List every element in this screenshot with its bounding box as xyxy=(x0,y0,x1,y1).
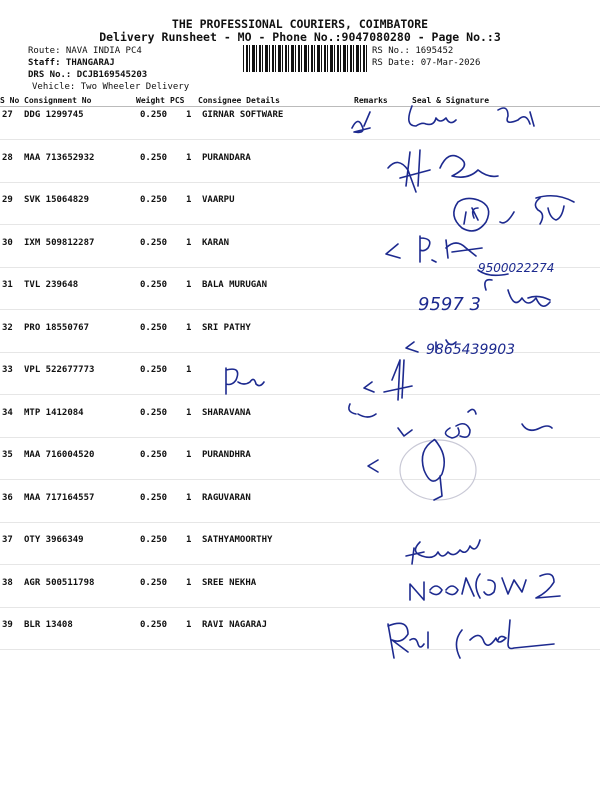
row-divider xyxy=(0,182,600,183)
signature-mark xyxy=(422,440,444,501)
row-sno: 34 xyxy=(2,408,13,418)
handwritten-mobile-2: 9865439903 xyxy=(426,342,516,358)
row-weight: 0.250 xyxy=(140,450,168,460)
col-header-remarks: Remarks xyxy=(354,96,388,105)
row-divider xyxy=(0,309,600,310)
row-divider xyxy=(0,267,600,268)
row-sno: 33 xyxy=(2,365,13,375)
row-consignee: PURANDHRA xyxy=(202,450,251,460)
signature-mark xyxy=(388,150,430,192)
row-sno: 29 xyxy=(2,195,13,205)
row-divider xyxy=(0,139,600,140)
row-consignee: PURANDARA xyxy=(202,153,251,163)
row-divider xyxy=(0,394,600,395)
row-pcs: 1 xyxy=(186,578,192,588)
row-sno: 30 xyxy=(2,238,13,248)
vehicle-label: Vehicle: Two Wheeler Delivery xyxy=(32,82,190,92)
signature-mark xyxy=(349,404,376,417)
row-sno: 28 xyxy=(2,153,13,163)
row-consignment: AGR 500511798 xyxy=(24,578,95,588)
row-consignee: SRI PATHY xyxy=(202,323,251,333)
header-rule xyxy=(0,106,600,107)
row-divider xyxy=(0,224,600,225)
signature-mark xyxy=(226,368,264,394)
signature-mark xyxy=(409,106,534,126)
row-sno: 35 xyxy=(2,450,13,460)
signature-mark xyxy=(352,112,370,132)
signature-mark xyxy=(406,342,418,352)
signature-mark xyxy=(386,236,436,262)
signature-mark xyxy=(464,208,514,224)
col-header-pcs: PCS xyxy=(170,96,185,105)
row-consignee: SHARAVANA xyxy=(202,408,251,418)
handwritten-phone: 9500022274 xyxy=(478,261,555,275)
row-sno: 39 xyxy=(2,620,13,630)
row-weight: 0.250 xyxy=(140,620,168,630)
row-weight: 0.250 xyxy=(140,365,168,375)
signature-mark xyxy=(406,540,480,564)
signature-mark xyxy=(398,424,470,438)
row-consignment: MTP 1412084 xyxy=(24,408,84,418)
col-header-consignee: Consignee Details xyxy=(198,96,280,105)
row-weight: 0.250 xyxy=(140,195,168,205)
row-pcs: 1 xyxy=(186,450,192,460)
barcode-image xyxy=(243,45,367,72)
row-pcs: 1 xyxy=(186,408,192,418)
row-pcs: 1 xyxy=(186,280,192,290)
row-divider xyxy=(0,607,600,608)
col-header-consignment: Consignment No xyxy=(24,96,92,105)
row-consignee: SREE NEKHA xyxy=(202,578,257,588)
row-divider xyxy=(0,352,600,353)
row-consignee: GIRNAR SOFTWARE xyxy=(202,110,284,120)
row-consignee: SATHYAMOORTHY xyxy=(202,535,273,545)
row-consignment: MAA 717164557 xyxy=(24,493,95,503)
col-header-weight: Weight xyxy=(136,96,165,105)
signature-mark xyxy=(454,198,489,231)
col-header-seal: Seal & Signature xyxy=(412,96,490,105)
col-header-sno: S No xyxy=(0,96,20,105)
document-title: THE PROFESSIONAL COURIERS, COIMBATORE xyxy=(171,17,429,31)
signature-mark xyxy=(508,290,550,306)
route-label: Route: NAVA INDIA PC4 xyxy=(28,46,142,56)
row-consignee: RAGUVARAN xyxy=(202,493,251,503)
signature-mark xyxy=(446,240,482,258)
row-sno: 27 xyxy=(2,110,13,120)
stamp-mark xyxy=(400,440,476,500)
signature-mark xyxy=(535,196,574,224)
row-weight: 0.250 xyxy=(140,493,168,503)
row-sno: 31 xyxy=(2,280,13,290)
row-consignee: KARAN xyxy=(202,238,230,248)
signature-mark xyxy=(436,340,456,352)
staff-label: Staff: THANGARAJ xyxy=(28,58,115,68)
row-sno: 32 xyxy=(2,323,13,333)
signature-mark xyxy=(456,620,554,658)
row-consignment: DDG 1299745 xyxy=(24,110,84,120)
row-consignee: BALA MURUGAN xyxy=(202,280,268,290)
signature-mark xyxy=(410,574,560,600)
signature-mark xyxy=(368,460,378,472)
rs-date: RS Date: 07-Mar-2026 xyxy=(372,58,481,68)
row-divider xyxy=(0,649,600,650)
row-consignment: VPL 522677773 xyxy=(24,365,95,375)
row-consignment: TVL 239648 xyxy=(24,280,79,290)
row-consignment: PRO 18550767 xyxy=(24,323,90,333)
row-pcs: 1 xyxy=(186,535,192,545)
row-divider xyxy=(0,479,600,480)
row-pcs: 1 xyxy=(186,323,192,333)
row-consignment: IXM 509812287 xyxy=(24,238,95,248)
row-weight: 0.250 xyxy=(140,323,168,333)
rs-number: RS No.: 1695452 xyxy=(372,46,454,56)
row-consignee: RAVI NAGARAJ xyxy=(202,620,268,630)
signature-mark xyxy=(388,623,428,658)
row-weight: 0.250 xyxy=(140,110,168,120)
row-weight: 0.250 xyxy=(140,578,168,588)
row-sno: 36 xyxy=(2,493,13,503)
handwritten-mobile: 9597 3 xyxy=(418,294,481,315)
signature-mark xyxy=(485,280,492,290)
row-consignment: SVK 15064829 xyxy=(24,195,90,205)
row-consignment: MAA 716004520 xyxy=(24,450,95,460)
row-sno: 38 xyxy=(2,578,13,588)
row-consignment: BLR 13408 xyxy=(24,620,73,630)
signature-mark xyxy=(478,270,508,275)
row-divider xyxy=(0,437,600,438)
signature-mark xyxy=(468,409,476,414)
row-pcs: 1 xyxy=(186,195,192,205)
row-divider xyxy=(0,522,600,523)
drs-number: DRS No.: DCJB169545203 xyxy=(28,70,148,80)
row-pcs: 1 xyxy=(186,365,192,375)
row-consignment: MAA 713652932 xyxy=(24,153,95,163)
row-pcs: 1 xyxy=(186,238,192,248)
row-consignment: OTY 3966349 xyxy=(24,535,84,545)
row-pcs: 1 xyxy=(186,110,192,120)
row-pcs: 1 xyxy=(186,620,192,630)
document-subtitle: Delivery Runsheet - MO - Phone No.:9047080280 - Page No.:3 xyxy=(99,30,501,44)
row-weight: 0.250 xyxy=(140,280,168,290)
row-consignee: VAARPU xyxy=(202,195,235,205)
row-pcs: 1 xyxy=(186,153,192,163)
row-weight: 0.250 xyxy=(140,535,168,545)
row-sno: 37 xyxy=(2,535,13,545)
row-weight: 0.250 xyxy=(140,408,168,418)
signature-mark xyxy=(522,424,552,430)
signature-mark xyxy=(440,156,498,178)
row-weight: 0.250 xyxy=(140,153,168,163)
row-pcs: 1 xyxy=(186,493,192,503)
row-divider xyxy=(0,564,600,565)
row-weight: 0.250 xyxy=(140,238,168,248)
